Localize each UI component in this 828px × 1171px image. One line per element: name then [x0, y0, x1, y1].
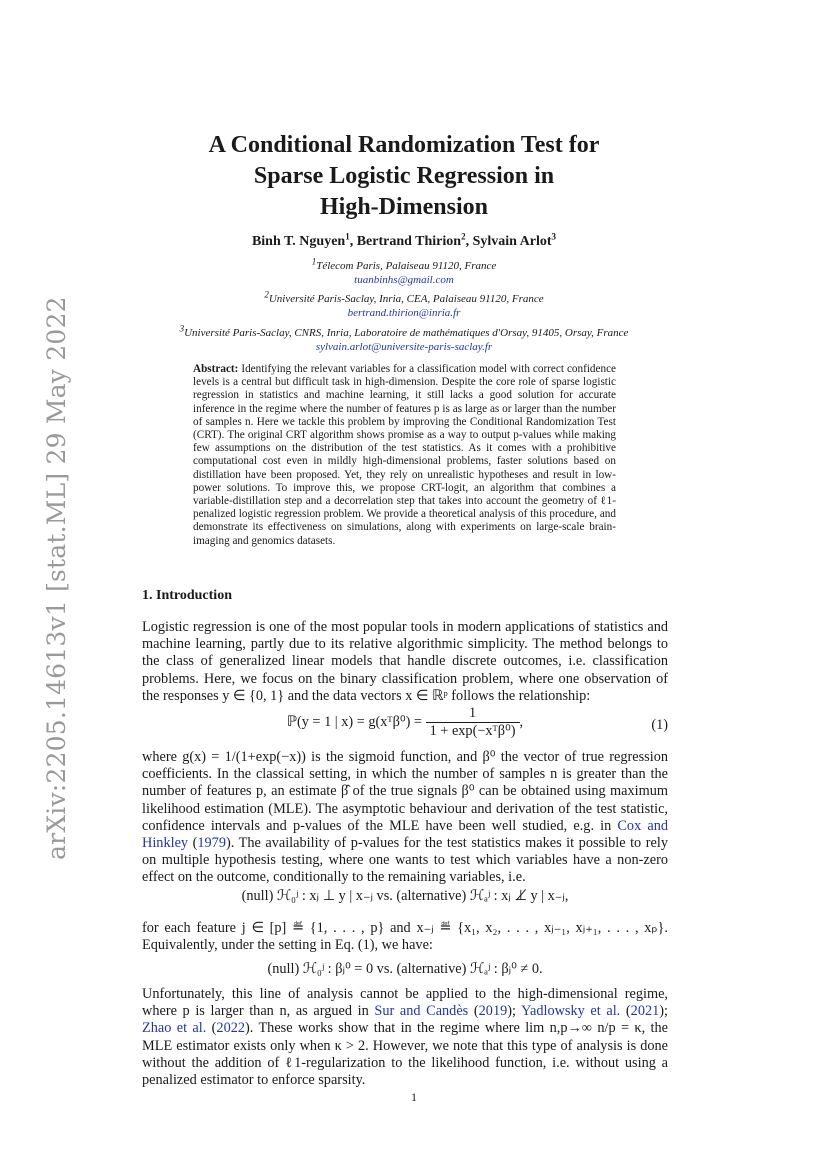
affiliation-mark: 3 — [179, 323, 185, 334]
author-name: Bertrand Thirion — [356, 234, 462, 249]
intro-paragraph-3: for each feature j ∈ [p] ≝ {1, . . . , p} and x₋ⱼ ≝ {x₁, x₂, . . . , xⱼ₋₁, xⱼ₊₁, . . . , xₚ}. Equivalently, under the setting in Eq. (1), we have: — [142, 920, 668, 954]
intro-paragraph-1: Logistic regression is one of the most popular tools in modern applications of statistics and machine learning, partly due to its relative algorithmic simplicity. The method belongs to the class of generalized linear models that handle discrete outcomes, i.e. classification problems. Here, we focus on the binary classification problem, where one observation of the responses y ∈ {0, 1} and the data vectors x ∈ ℝᵖ follows the relationship: — [142, 619, 668, 704]
affiliation-email-link[interactable]: sylvain.arlot@universite-paris-saclay.fr — [315, 341, 493, 353]
paragraph-text: Unfortunately, this line of analysis cannot be applied to the high-dimensional regime, where p is larger than n, as argued in — [142, 986, 668, 1020]
author-mark: 2 — [461, 231, 466, 242]
abstract-text: Identifying the relevant variables for a classification model with correct confidence levels is a central but difficult task in high-dimension. Despite the core role of sparse logistic regression in statistics and machine learning, it still lacks a good solution for accurate inference in the regime where the number of features p is as large as or larger than the number of samples n. Here we tackle this problem by improving the Conditional Randomization Test (CRT). The original CRT algorithm shows promise as a way to output p-values while making few assumptions on the distribution of the test statistics. As it comes with a prohibitive computational cost even in mildly high-dimensional problems, faster solutions based on distillation have been proposed. Yet, they rely on unrealistic hypotheses and result in low-power solutions. To improve this, we propose CRT-logit, an algorithm that combines a variable-distillation step and a decorrelation step that takes into account the geometry of ℓ1-penalized logistic regression problem. We provide a theoretical analysis of this procedure, and demonstrate its effectiveness on simulations, along with experiments on large-scale brain-imaging and genomics datasets. — [193, 363, 617, 547]
citation-link[interactable]: Cox and Hinkley — [142, 817, 668, 852]
author-mark: 1 — [345, 231, 350, 242]
citation-year-link[interactable]: 2019 — [478, 1003, 508, 1020]
citation-link[interactable]: Yadlowsky et al. — [521, 1003, 621, 1020]
affiliation-email-link[interactable]: bertrand.thirion@inria.fr — [347, 307, 461, 319]
equation-1-fraction — [426, 705, 520, 740]
equation-1-numerator: 1 — [426, 705, 520, 723]
abstract-label: Abstract: — [193, 363, 239, 375]
affiliation-text: Télecom Paris, Palaiseau 91120, France — [316, 260, 497, 272]
intro-paragraph-4: Unfortunately, this line of analysis cannot be applied to the high-dimensional regime, where p is larger than n, as argued in Sur and Candès (2019); Yadlowsky et al. (2021); Zhao et al. (2022). These works show that in the regime where lim n,p→∞ n/p = κ, the MLE estimator exists only when κ > 2. However, we note that this type of analysis is done without the addition of ℓ1-regularization to the likelihood function, i.e. without using a penalized estimator to enforce sparsity. — [142, 986, 668, 1089]
title-line-1: A Conditional Randomization Test for — [208, 132, 600, 158]
affiliation — [100, 323, 708, 354]
affiliation — [120, 289, 688, 320]
paper-title — [130, 130, 678, 223]
arxiv-sidebar-stamp: arXiv:2205.14613v1 [stat.ML] 29 May 2022 — [42, 296, 71, 860]
equation-1: ℙ(y = 1 | x) = g(xᵀβ⁰) = $\frac{1}{\text{1 + exp(−xᵀβ⁰)}}$ , (1) — [286, 705, 668, 739]
equation-1-lhs: ℙ(y = 1 | x) = g(xᵀβ⁰) = — [286, 713, 422, 730]
title-line-2: Sparse Logistic Regression in — [253, 163, 555, 189]
affiliation-mark: 1 — [311, 256, 317, 267]
title-line-3: High-Dimension — [319, 194, 489, 220]
page-number: 1 — [411, 1090, 417, 1104]
paragraph-text: . These works show that in the regime where lim n,p→∞ n/p = κ, the MLE estimator exists only when κ > 2. However, we note that this type of analysis is done without the addition of ℓ1-regularization to the likelihood function, i.e. without using a penalized estimator to enforce sparsity. — [142, 1020, 668, 1089]
citation-link[interactable]: Sur and Candès — [374, 1003, 469, 1020]
affiliation-mark: 2 — [264, 289, 269, 300]
section-heading: 1. Introduction — [142, 588, 232, 603]
author-list: Binh T. Nguyen$^1$, Bertrand Thirion$^2$, Sylvain Arlot$^3$ — [251, 231, 557, 249]
equation-2: (null) ℋ₀ʲ : xⱼ ⊥ y | x₋ⱼ vs. (alternative) ℋₐʲ : xⱼ ⊥̸ y | x₋ⱼ, — [241, 888, 569, 904]
paragraph-text: . The availability of p-values for the test statistics makes it possible to rely on multiple hypothesis testing, where one wants to test which variables have a non-zero effect on the outcome, conditionally to the remaining variables, i.e. — [142, 835, 668, 886]
paragraph-text: where g(x) = 1/(1+exp(−x)) is the sigmoid function, and β⁰ the vector of true regression coefficients. In the classical setting, in which the number of samples n is greater than the number of features p, an estimate β̂ of the true signals β⁰ can be obtained using maximum likelihood estimation (MLE). The asymptotic behaviour and derivation of the test statistic, confidence intervals and p-values of the MLE have been well studied, e.g. in — [142, 749, 668, 834]
intro-paragraph-2: where g(x) = 1/(1+exp(−x)) is the sigmoid function, and β⁰ the vector of true regression coefficients. In the classical setting, in which the number of samples n is greater than the number of features p, an estimate β̂ of the true signals β⁰ can be obtained using maximum likelihood estimation (MLE). The asymptotic behaviour and derivation of the test statistic, confidence intervals and p-values of the MLE have been well studied, e.g. in Cox and Hinkley (1979). The availability of p-values for the test statistics makes it possible to rely on multiple hypothesis testing, where one wants to test which variables have a non-zero effect on the outcome, conditionally to the remaining variables, i.e. — [142, 749, 668, 886]
author-mark: 3 — [551, 231, 557, 242]
equation-3: (null) ℋ₀ʲ : βⱼ⁰ = 0 vs. (alternative) ℋₐʲ : βⱼ⁰ ≠ 0. — [267, 961, 543, 977]
author-name: Sylvain Arlot — [472, 234, 552, 249]
author-name: Binh T. Nguyen — [251, 234, 346, 249]
equation-number: (1) — [651, 717, 668, 733]
affiliation-email-link[interactable]: tuanbinhs@gmail.com — [354, 274, 454, 286]
affiliation-text: Université Paris-Saclay, CNRS, Inria, Laboratoire de mathématiques d'Orsay, 91405, Orsay, France — [184, 327, 629, 339]
citation-year-link[interactable]: 2022 — [216, 1020, 246, 1037]
citation-link[interactable]: Zhao et al. — [142, 1020, 207, 1037]
affiliation — [120, 256, 688, 287]
citation-year-link[interactable]: 2021 — [630, 1003, 660, 1020]
affiliation-text: Université Paris-Saclay, Inria, CEA, Palaiseau 91120, France — [268, 293, 544, 305]
citation-year-link[interactable]: 1979 — [197, 835, 226, 852]
abstract — [193, 363, 616, 548]
equation-1-denominator: 1 + exp(−xᵀβ⁰) — [429, 723, 516, 739]
